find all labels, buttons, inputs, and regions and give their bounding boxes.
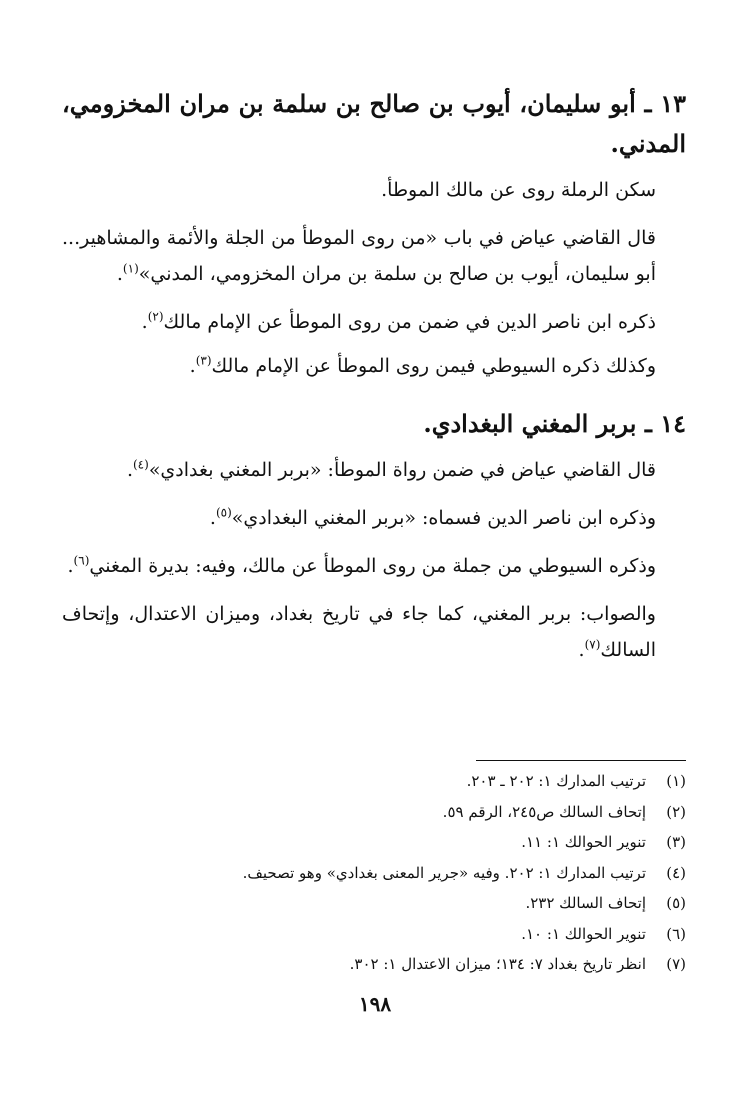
footnote-ref-4[interactable]: (٤) bbox=[132, 457, 149, 472]
footnote-7: (٧) انظر تاريخ بغداد ٧: ١٣٤؛ ميزان الاعتدال ١: ٣٠٢. bbox=[349, 955, 686, 973]
entry-14-paragraph-1: قال القاضي عياض في ضمن رواة الموطأ: «بربر المغني بغدادي»$^{(٤)}$. bbox=[126, 457, 656, 481]
entry-14-title: ١٤ ـ بربر المغني البغدادي. bbox=[423, 409, 686, 438]
entry-14-paragraph-4: والصواب: بربر المغني، كما جاء في تاريخ بغداد، وميزان الاعتدال، وإتحاف السالك$^{(٧)}$. bbox=[62, 603, 656, 661]
footnote-ref-2[interactable]: (٢) bbox=[147, 309, 164, 324]
footnote-ref-1[interactable]: (١) bbox=[122, 261, 139, 276]
footnote-3: (٣) تنوير الحوالك ١: ١١. bbox=[521, 833, 686, 851]
page-number: ١٩٨ bbox=[358, 992, 392, 1016]
entry-13-paragraph-1: سكن الرملة روى عن مالك الموطأ. bbox=[381, 179, 656, 201]
footnotes-list bbox=[62, 766, 686, 980]
entry-13-title: ١٣ ـ أبو سليمان، أيوب بن صالح بن سلمة بن مران المخزومي، المدني. bbox=[62, 89, 686, 158]
footnote-ref-6[interactable]: (٦) bbox=[73, 553, 90, 568]
entry-13-paragraph-3: ذكره ابن ناصر الدين في ضمن من روى الموطأ عن الإمام مالك$^{(٢)}$. bbox=[141, 309, 656, 333]
footnote-6: (٦) تنوير الحوالك ١: ١٠. bbox=[521, 924, 686, 943]
footnote-ref-3[interactable]: (٣) bbox=[195, 353, 212, 368]
footnote-separator bbox=[476, 760, 686, 761]
entry-14-paragraph-2: وذكره ابن ناصر الدين فسماه: «بربر المغني البغدادي»$^{(٥)}$. bbox=[209, 505, 656, 529]
entry-14-paragraph-3: وذكره السيوطي من جملة من روى الموطأ عن مالك، وفيه: بديرة المغني$^{(٦)}$. bbox=[67, 553, 656, 577]
footnote-ref-5[interactable]: (٥) bbox=[215, 505, 232, 520]
entry-13-paragraph-4: وكذلك ذكره السيوطي فيمن روى الموطأ عن الإمام مالك$^{(٣)}$. bbox=[189, 353, 656, 377]
footnote-5: (٥) إتحاف السالك ٢٣٢. bbox=[525, 894, 686, 912]
footnote-4: (٤) ترتيب المدارك ١: ٢٠٢. وفيه «جرير المعنى بغدادي» وهو تصحيف. bbox=[242, 863, 686, 882]
footnote-ref-7[interactable]: (٧) bbox=[584, 637, 601, 652]
main-text bbox=[62, 84, 686, 668]
footnote-1: (١) ترتيب المدارك ١: ٢٠٢ ـ ٢٠٣. bbox=[466, 772, 686, 790]
entry-13-paragraph-2: قال القاضي عياض في باب «من روى الموطأ من الجلة والأئمة والمشاهير... أبو سليمان، أيوب بن صالح بن سلمة بن مران المخزومي، المدني»$^{(١)}$. bbox=[62, 227, 656, 285]
footnote-2: (٢) إتحاف السالك ص٢٤٥، الرقم ٥٩. bbox=[442, 802, 686, 821]
